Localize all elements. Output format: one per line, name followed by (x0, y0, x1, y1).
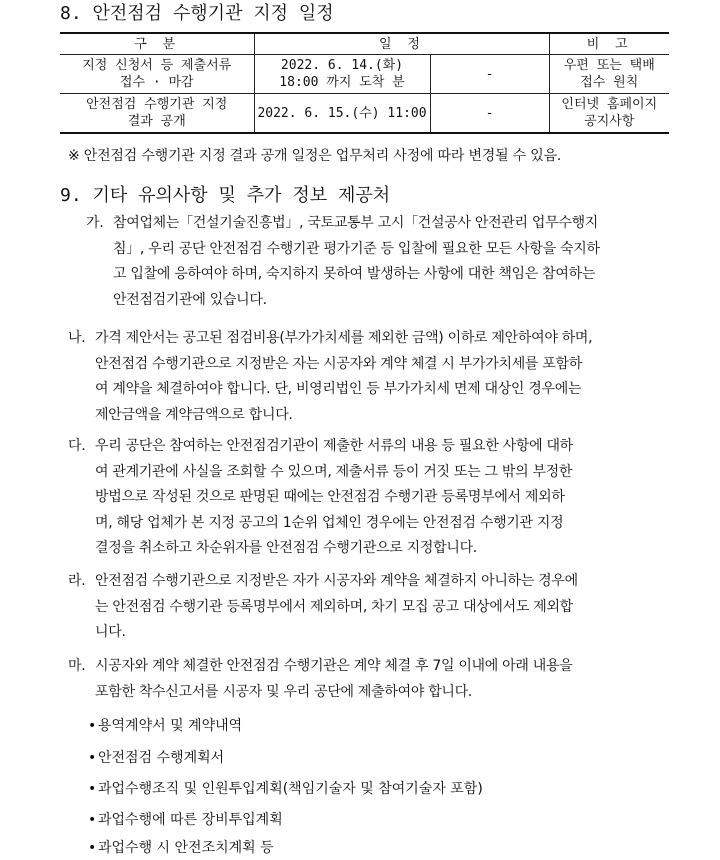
header-category: 구 분 (60, 33, 254, 55)
item-marker: 다. (68, 438, 86, 454)
bullet-item (88, 748, 224, 768)
item-line: 안전점검기관에 있습니다. (113, 291, 267, 308)
item-line: 여 관계기관에 사실을 조회할 수 있으며, 제출서류 등이 거짓 또는 그 밖의 부정한 (95, 463, 573, 480)
cell-remark (549, 55, 669, 94)
cell-category (60, 55, 254, 94)
table-row (60, 94, 669, 134)
bullet-text: 과업수행 시 안전조치계획 등 (98, 840, 274, 856)
schedule-note: ※ 안전점검 수행기관 지정 결과 공개 일정은 업무처리 사정에 따라 변경될 수 있음. (68, 148, 562, 164)
item-line: 며, 해당 업체가 본 지정 공고의 1순위 업체인 경우에는 안전점검 수행기관 지정 (95, 514, 564, 531)
cell-dash: - (430, 55, 549, 94)
bullet-text: 용역계약서 및 계약내역 (98, 718, 243, 734)
bullet-icon: • (88, 812, 97, 828)
notice-item-ga (86, 211, 686, 313)
bullet-item (88, 810, 283, 830)
item-line: 니다. (95, 624, 126, 640)
cell-remark (549, 94, 669, 134)
notice-item-na (68, 326, 688, 428)
item-line: 가격 제안서는 공고된 점검비용(부가가치세를 제외한 금액) 이하로 제안하여야 하며, (95, 330, 593, 346)
bullet-icon: • (88, 750, 97, 766)
bullet-item (88, 838, 274, 858)
item-line: 제안금액을 계약금액으로 합니다. (95, 406, 293, 423)
item-marker: 라. (68, 573, 86, 589)
cell-line: 2022. 6. 14.(화) (280, 58, 404, 73)
item-line: 방법으로 작성된 것으로 판명된 때에는 안전점검 수행기관 등록명부에서 제외하 (95, 489, 565, 505)
table-row (60, 55, 669, 94)
cell-line: 안전점검 수행기관 지정 (86, 97, 228, 112)
item-line: 안전점검 수행기관으로 지정받은 자가 시공자와 계약을 체결하지 아니하는 경우에 (95, 573, 578, 589)
item-line: 참여업체는「건설기술진흥법」, 국토교통부 고시「건설공사 안전관리 업무수행지 (113, 215, 599, 231)
notice-item-ra (68, 569, 688, 646)
item-line: 침」, 우리 공단 안전점검 수행기관 평가기준 등 입찰에 필요한 모든 사항을 숙지하 (113, 240, 600, 257)
cell-schedule (254, 55, 430, 94)
schedule-table (60, 32, 669, 134)
item-line: 는 안전점검 수행기관 등록명부에서 제외하며, 차기 모집 공고 대상에서도 제외합 (95, 598, 573, 615)
cell-line: 접수 · 마감 (119, 75, 194, 90)
item-line: 결정을 취소하고 차순위자를 안전점검 수행기관으로 지정합니다. (95, 540, 477, 556)
bullet-item (88, 779, 483, 799)
cell-line: 공지사항 (584, 114, 635, 129)
bullet-item (88, 716, 242, 736)
cell-line: 18:00 까지 도착 분 (279, 75, 405, 90)
item-marker: 가. (86, 215, 104, 231)
cell-line: 2022. 6. 15.(수) 11:00 (257, 105, 427, 121)
table-header-row (60, 33, 669, 55)
cell-schedule (254, 94, 430, 134)
bullet-icon: • (88, 718, 97, 734)
item-line: 시공자와 계약 체결한 안전점검 수행기관은 계약 체결 후 7일 이내에 아래 내용을 (95, 658, 573, 674)
cell-line: 우편 또는 택배 (563, 58, 655, 73)
header-schedule: 일 정 (254, 33, 549, 55)
cell-line: 결과 공개 (127, 114, 186, 129)
notice-item-da (68, 434, 688, 562)
cell-dash: - (430, 94, 549, 134)
cell-line: 인터넷 홈페이지 (561, 97, 658, 112)
bullet-text: 과업수행조직 및 인원투입계획(책임기술자 및 참여기술자 포함) (98, 781, 483, 797)
section-8-title: 8. 안전점검 수행기관 지정 일정 (60, 3, 334, 24)
cell-line: 접수 원칙 (580, 75, 639, 90)
section-9-title: 9. 기타 유의사항 및 추가 정보 제공처 (60, 185, 391, 206)
bullet-icon: • (88, 781, 97, 797)
item-line: 고 입찰에 응하여야 하며, 숙지하지 못하여 발생하는 사항에 대한 책임은 참여하는 (113, 266, 596, 282)
bullet-text: 과업수행에 따른 장비투입계획 (98, 812, 283, 828)
item-line: 안전점검 수행기관으로 지정받은 자는 시공자와 계약 체결 시 부가가치세를 포함하 (95, 355, 582, 372)
item-marker: 마. (68, 658, 86, 674)
cell-line: 지정 신청서 등 제출서류 (82, 58, 232, 73)
cell-category (60, 94, 254, 134)
item-line: 여 계약을 체결하여야 합니다. 단, 비영리법인 등 부가가치세 면제 대상인 경우에는 (95, 381, 582, 397)
bullet-icon: • (88, 840, 97, 856)
header-remark: 비 고 (549, 33, 669, 55)
item-line: 우리 공단은 참여하는 안전점검기관이 제출한 서류의 내용 등 필요한 사항에 대하 (95, 438, 573, 454)
notice-item-ma (68, 654, 688, 705)
item-line: 포함한 착수신고서를 시공자 및 우리 공단에 제출하여야 합니다. (95, 683, 473, 700)
item-marker: 나. (68, 330, 86, 346)
bullet-text: 안전점검 수행계획서 (98, 750, 225, 766)
